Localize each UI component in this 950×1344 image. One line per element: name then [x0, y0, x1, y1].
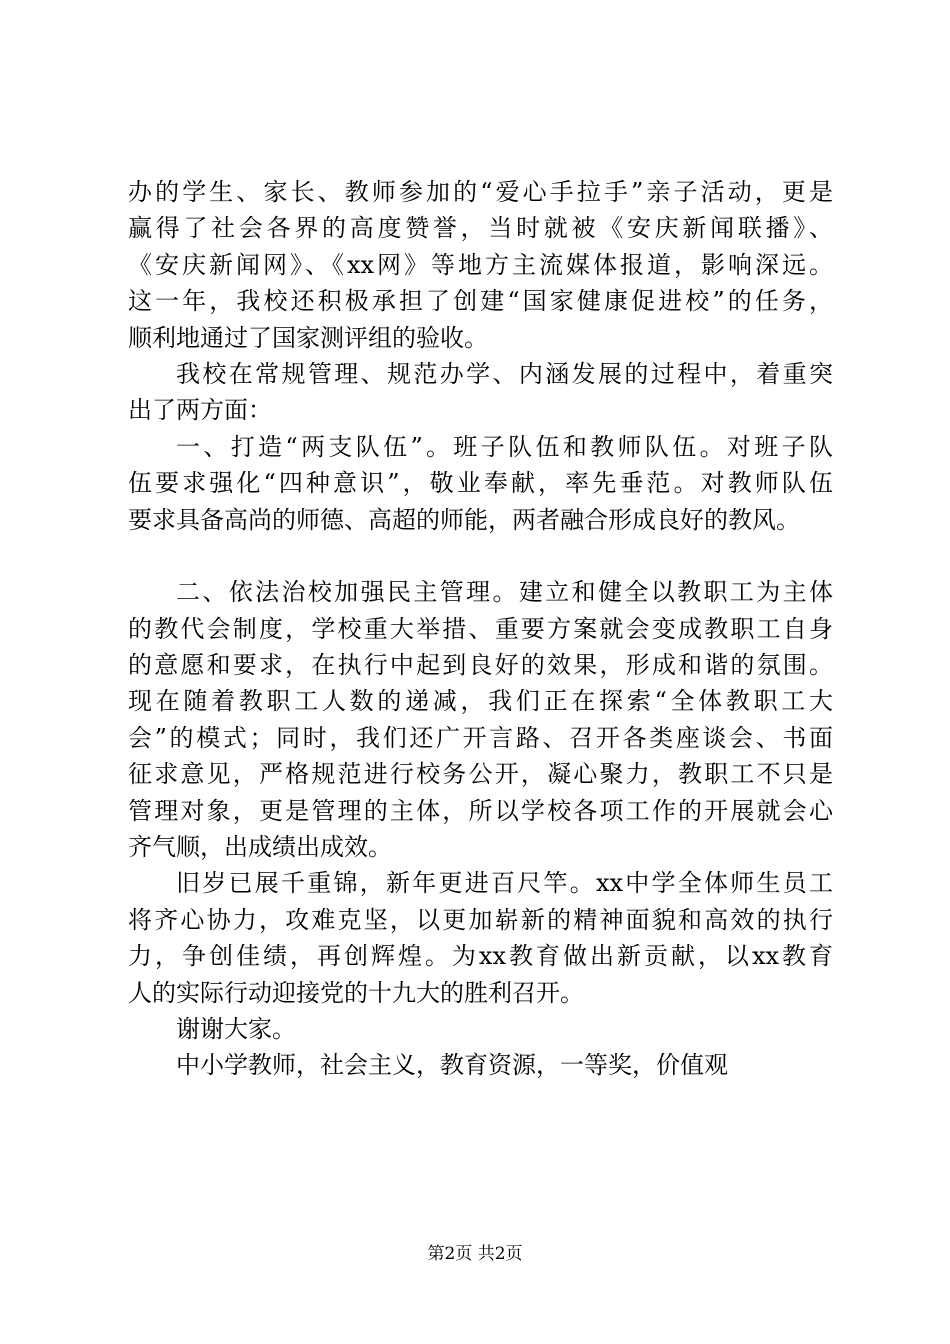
text-line: 出了两方面： — [128, 396, 272, 425]
paragraph — [128, 1011, 833, 1047]
text-line: 伍要求强化“四种意识”，敬业奉献，率先垂范。对教师队伍 — [128, 469, 833, 498]
text-line: 顺利地通过了国家测评组的验收。 — [128, 323, 488, 352]
page-footer: 第2页 共2页 — [427, 1244, 523, 1264]
document-body — [128, 174, 833, 1084]
paragraph — [128, 1047, 833, 1083]
text-line: 要求具备高尚的师德、高超的师能，两者融合形成良好的教风。 — [128, 505, 800, 534]
text-line: 现在随着教职工人数的递减，我们正在探索“全体教职工大 — [128, 687, 833, 716]
text-line: 力，争创佳绩，再创辉煌。为xx教育做出新贡献，以xx教育 — [128, 942, 833, 971]
text-line: 将齐心协力，攻难克坚，以更加崭新的精神面貌和高效的执行 — [128, 905, 833, 934]
paragraph — [128, 429, 833, 538]
paragraph — [128, 574, 833, 865]
text-line: 征求意见，严格规范进行校务公开，凝心聚力，教职工不只是 — [128, 760, 833, 789]
text-line: 中小学教师，社会主义，教育资源，一等奖，价值观 — [176, 1051, 728, 1080]
text-line: 我校在常规管理、规范办学、内涵发展的过程中，着重突 — [176, 359, 833, 388]
text-line: 会”的模式；同时，我们还广开言路、召开各类座谈会、书面 — [128, 723, 833, 752]
text-line: 办的学生、家长、教师参加的“爱心手拉手”亲子活动，更是 — [128, 178, 833, 206]
text-line: 齐气顺，出成绩出成效。 — [128, 833, 392, 862]
text-line: 这一年，我校还积极承担了创建“国家健康促进校”的任务， — [128, 287, 833, 316]
text-line: 管理对象，更是管理的主体，所以学校各项工作的开展就会心 — [128, 796, 833, 825]
text-line: 人的实际行动迎接党的十九大的胜利召开。 — [128, 978, 584, 1007]
text-line: 谢谢大家。 — [176, 1014, 296, 1043]
text-line: 的教代会制度，学校重大举措、重要方案就会变成教职工自身 — [128, 614, 833, 643]
text-line: 旧岁已展千重锦，新年更进百尺竿。xx中学全体师生员工 — [176, 869, 833, 898]
text-line: 一、打造“两支队伍”。班子队伍和教师队伍。对班子队 — [176, 432, 833, 461]
text-line: 二、依法治校加强民主管理。建立和健全以教职工为主体 — [176, 578, 833, 607]
text-line: 《安庆新闻网》、《xx网》等地方主流媒体报道，影响深远。 — [128, 250, 833, 279]
paragraph — [128, 174, 833, 356]
paragraph — [128, 356, 833, 429]
text-line: 赢得了社会各界的高度赞誉，当时就被《安庆新闻联播》、 — [128, 214, 833, 243]
blank-line — [128, 538, 833, 574]
text-line: 的意愿和要求，在执行中起到良好的效果，形成和谐的氛围。 — [128, 651, 833, 680]
paragraph — [128, 865, 833, 1011]
